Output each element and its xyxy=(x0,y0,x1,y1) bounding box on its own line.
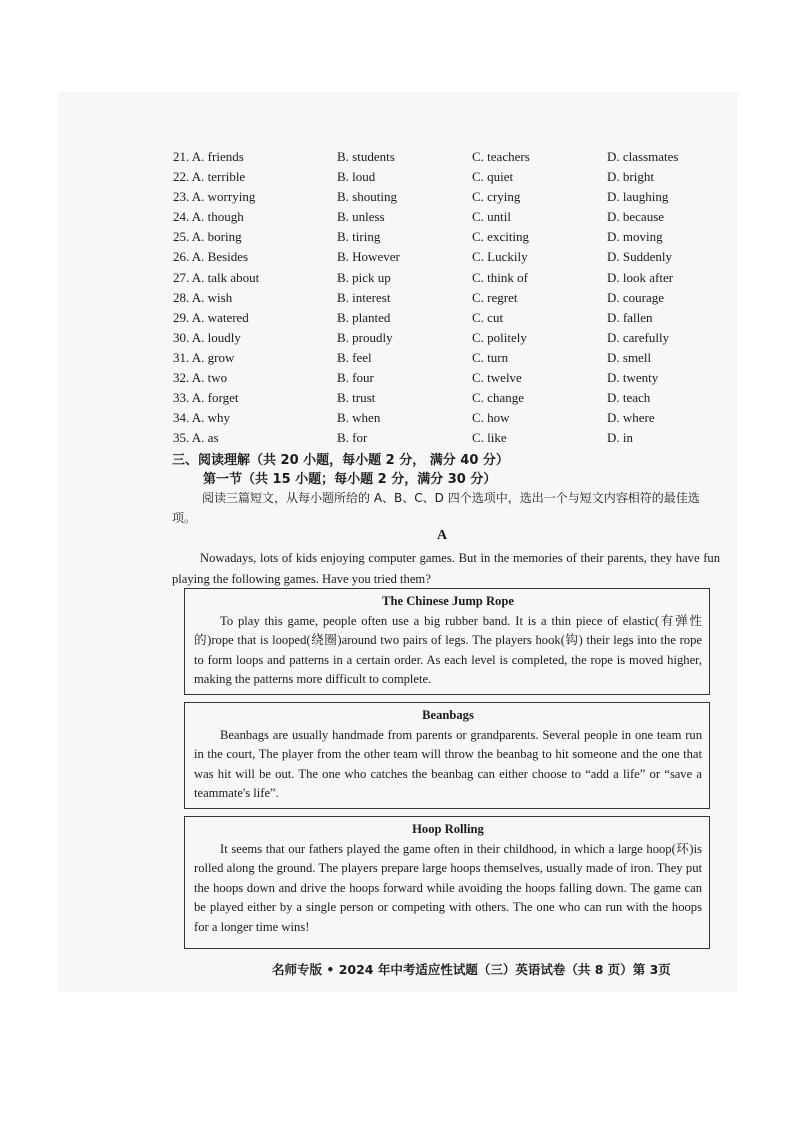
passage-intro: Nowadays, lots of kids enjoying computer games. But in the memories of their parents, they have fun playing the following games. Have you tried them? xyxy=(172,551,720,586)
option-a: 23. A. worrying xyxy=(173,189,256,205)
game-text: To play this game, people often use a big rubber band. It is a thin piece of elastic(有弹性的)rope that is looped(绕圈)around two pairs of legs. The players hook(钩) their legs into the rope to form loops and patterns in a certain order. As each level is completed, the rope is moved higher, making the patterns more difficult to complete. xyxy=(194,614,702,687)
game-title: Beanbags xyxy=(422,708,474,722)
option-a: 25. A. boring xyxy=(173,229,242,245)
option-row xyxy=(173,167,733,187)
option-a: 35. A. as xyxy=(173,430,219,446)
option-row xyxy=(173,408,733,428)
option-row xyxy=(173,207,733,227)
option-a: 34. A. why xyxy=(173,410,231,426)
page-footer: 名师专版 • 2024 年中考适应性试题（三）英语试卷（共 8 页）第 3页 xyxy=(272,962,671,977)
option-a: 28. A. wish xyxy=(173,289,233,305)
option-c: C. Luckily xyxy=(472,249,528,265)
option-a: 33. A. forget xyxy=(173,390,239,406)
option-d: D. classmates xyxy=(607,149,679,164)
option-d: D. laughing xyxy=(607,189,669,205)
option-row xyxy=(173,348,733,368)
option-d: D. because xyxy=(607,209,665,225)
game-box-beanbags xyxy=(184,702,710,809)
option-row xyxy=(173,247,733,267)
game-title: The Chinese Jump Rope xyxy=(382,594,514,608)
option-c: C. how xyxy=(472,410,510,426)
option-b: B. four xyxy=(337,370,374,386)
option-d: D. fallen xyxy=(607,309,653,325)
option-d: D. carefully xyxy=(607,329,670,345)
option-row xyxy=(173,187,733,207)
option-b: B. tiring xyxy=(337,229,381,245)
option-row xyxy=(173,328,733,348)
option-row xyxy=(173,227,733,247)
option-c: C. quiet xyxy=(472,169,514,185)
option-b: B. pick up xyxy=(337,269,391,285)
option-c: C. until xyxy=(472,209,512,225)
game-text: Beanbags are usually handmade from parents or grandparents. Several people in one team run in the court, The player from the other team will throw the beanbag to hit someone and the one that was hit will be out. The one who catches the beanbag can either choose to “add a life” or “save a teammate's life”. xyxy=(194,728,702,801)
option-a: 22. A. terrible xyxy=(173,169,246,185)
option-b: B. students xyxy=(337,149,395,164)
option-a: 29. A. watered xyxy=(173,309,249,325)
option-c: C. think of xyxy=(472,269,528,285)
option-d: D. bright xyxy=(607,169,654,185)
option-a: 21. A. friends xyxy=(173,149,244,164)
option-row xyxy=(173,147,733,167)
option-row xyxy=(173,268,733,288)
option-d: D. Suddenly xyxy=(607,249,672,265)
option-c: C. like xyxy=(472,430,507,446)
option-d: D. smell xyxy=(607,349,652,365)
option-a: 26. A. Besides xyxy=(173,249,249,265)
cloze-options xyxy=(173,147,733,448)
option-c: C. change xyxy=(472,390,524,406)
option-b: B. for xyxy=(337,430,368,446)
option-d: D. moving xyxy=(607,229,663,245)
option-d: D. twenty xyxy=(607,370,659,386)
passage-letter: A xyxy=(436,528,448,543)
option-d: D. courage xyxy=(607,289,665,305)
option-b: B. interest xyxy=(337,289,391,305)
game-text: It seems that our fathers played the game often in their childhood, in which a large hoop(环)is rolled along the ground. The players prepare large hoops themselves, usually made of iron. They put the hoops down and drive the hoops forward while avoiding the hoops falling down. The game can be played either by a single person or competing with others. The one who can run with the hoops for a longer time wins! xyxy=(194,842,702,934)
option-d: D. look after xyxy=(607,269,674,285)
option-b: B. shouting xyxy=(337,189,397,205)
option-a: 32. A. two xyxy=(173,370,228,386)
option-a: 31. A. grow xyxy=(173,349,235,365)
option-row xyxy=(173,388,733,408)
option-d: D. in xyxy=(607,430,633,446)
option-a: 27. A. talk about xyxy=(173,269,260,285)
option-b: B. However xyxy=(337,249,400,265)
option-a: 30. A. loudly xyxy=(173,329,241,345)
option-b: B. trust xyxy=(337,390,376,406)
option-a: 24. A. though xyxy=(173,209,244,225)
option-b: B. feel xyxy=(337,349,372,365)
option-c: C. teachers xyxy=(472,149,530,164)
option-c: C. cut xyxy=(472,309,504,325)
game-title: Hoop Rolling xyxy=(412,822,484,836)
option-c: C. regret xyxy=(472,289,518,305)
option-b: B. proudly xyxy=(337,329,393,345)
option-b: B. when xyxy=(337,410,381,426)
option-b: B. planted xyxy=(337,309,391,325)
option-c: C. twelve xyxy=(472,370,522,386)
option-d: D. where xyxy=(607,410,655,426)
option-row xyxy=(173,308,733,328)
section3-instruction: 阅读三篇短文，从每小题所给的 A、B、C、D 四个选项中，选出一个与短文内容相符的最佳选项。 xyxy=(172,491,700,525)
option-d: D. teach xyxy=(607,390,651,406)
option-c: C. turn xyxy=(472,349,509,365)
section3-part1-heading: 第一节（共 15 小题；每小题 2 分，满分 30 分） xyxy=(203,472,497,487)
option-row xyxy=(173,428,733,448)
option-c: C. crying xyxy=(472,189,521,205)
option-row xyxy=(173,288,733,308)
game-box-jump-rope xyxy=(184,588,710,695)
option-c: C. politely xyxy=(472,329,527,345)
option-c: C. exciting xyxy=(472,229,530,245)
option-b: B. unless xyxy=(337,209,385,225)
game-box-hoop-rolling xyxy=(184,816,710,949)
section3-heading: 三、阅读理解（共 20 小题，每小题 2 分， 满分 40 分） xyxy=(172,453,509,468)
option-row xyxy=(173,368,733,388)
option-b: B. loud xyxy=(337,169,376,185)
